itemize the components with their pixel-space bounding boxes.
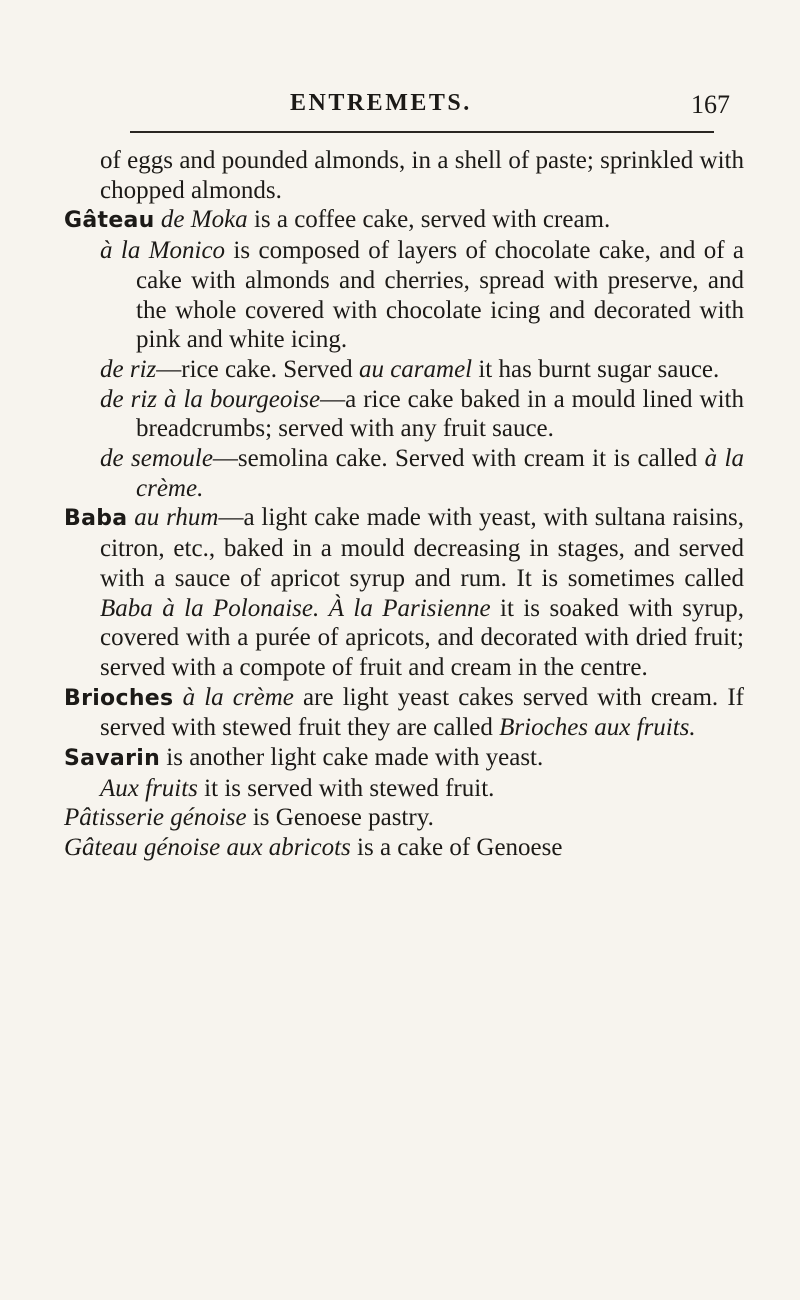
italic-term: à la crème. [136, 445, 744, 502]
entry-text: it has burnt sugar sauce. [472, 355, 720, 383]
entry-text: of eggs and pounded almonds, in a shell of paste; sprinkled with chopped almonds. [100, 147, 744, 204]
glossary-entry [64, 503, 744, 682]
entry-text: are light yeast cakes served with cream. If served with stewed fruit they are called [100, 683, 744, 742]
entry-headword: Gâteau [64, 208, 155, 234]
entry-text: is another light cake made with yeast. [160, 744, 544, 772]
entry-text: it is soaked with syrup, covered with a purée of apricots, and decorated with dried fruit; served with a compote of fruit and cream in the centre. [100, 594, 744, 681]
entry-text: is composed of layers of chocolate cake, and of a cake with almonds and cherries, spread with preserve, and the whole covered with chocolate icing and decorated with pink and white icing. [136, 237, 744, 354]
glossary-entry [64, 355, 744, 385]
body-text [64, 146, 744, 863]
italic-term: de semoule [100, 445, 213, 473]
header-rule [130, 131, 714, 133]
italic-term: à la crème [182, 683, 294, 711]
entry-text: —a light cake made with yeast, with sultana raisins, citron, etc., baked in a mould decreasing in stages, and served with a sauce of apricot syrup and rum. It is sometimes called [100, 504, 744, 592]
glossary-entry [64, 385, 744, 444]
entry-text: is a coffee cake, served with cream. [247, 206, 611, 234]
entry-text: is a cake of Genoese [350, 834, 563, 862]
italic-term: Aux fruits [100, 774, 198, 802]
entry-text: —rice cake. Served [156, 355, 359, 383]
italic-term: Baba à la Polonaise. À la Parisienne [100, 594, 491, 622]
glossary-entry [64, 683, 744, 743]
entry-text: —semolina cake. Served with cream it is called [212, 445, 705, 473]
italic-term: de riz à la bourgeoise [100, 385, 321, 413]
entry-headword: Baba [64, 506, 128, 532]
italic-term: Gâteau génoise aux abricots [64, 834, 351, 862]
italic-term: Pâtisserie génoise [64, 804, 247, 832]
page-header [130, 86, 730, 126]
glossary-entry [64, 774, 744, 804]
entry-headword: Savarin [64, 746, 161, 772]
page-number: 167 [691, 90, 730, 119]
glossary-entry [64, 833, 744, 863]
glossary-entry [64, 236, 744, 355]
italic-term: au caramel [358, 355, 473, 383]
glossary-entry [64, 205, 744, 236]
entry-headword: Brioches [64, 685, 174, 711]
italic-term: Brioches aux fruits. [499, 714, 696, 742]
entry-text: it is served with stewed fruit. [197, 774, 495, 802]
glossary-entry [64, 803, 744, 833]
italic-term: à la Monico [100, 237, 226, 265]
glossary-entry [64, 743, 744, 774]
italic-term: de riz [100, 355, 157, 383]
entry-text: —a rice cake baked in a mould lined with breadcrumbs; served with any fruit sauce. [136, 385, 744, 443]
entry-text [173, 684, 182, 711]
running-head: ENTREMETS. [290, 90, 472, 116]
italic-term: de Moka [160, 206, 248, 234]
italic-term: au rhum [134, 504, 219, 532]
glossary-entry [64, 444, 744, 503]
entry-text: is Genoese pastry. [246, 804, 434, 832]
glossary-entry [64, 146, 744, 205]
